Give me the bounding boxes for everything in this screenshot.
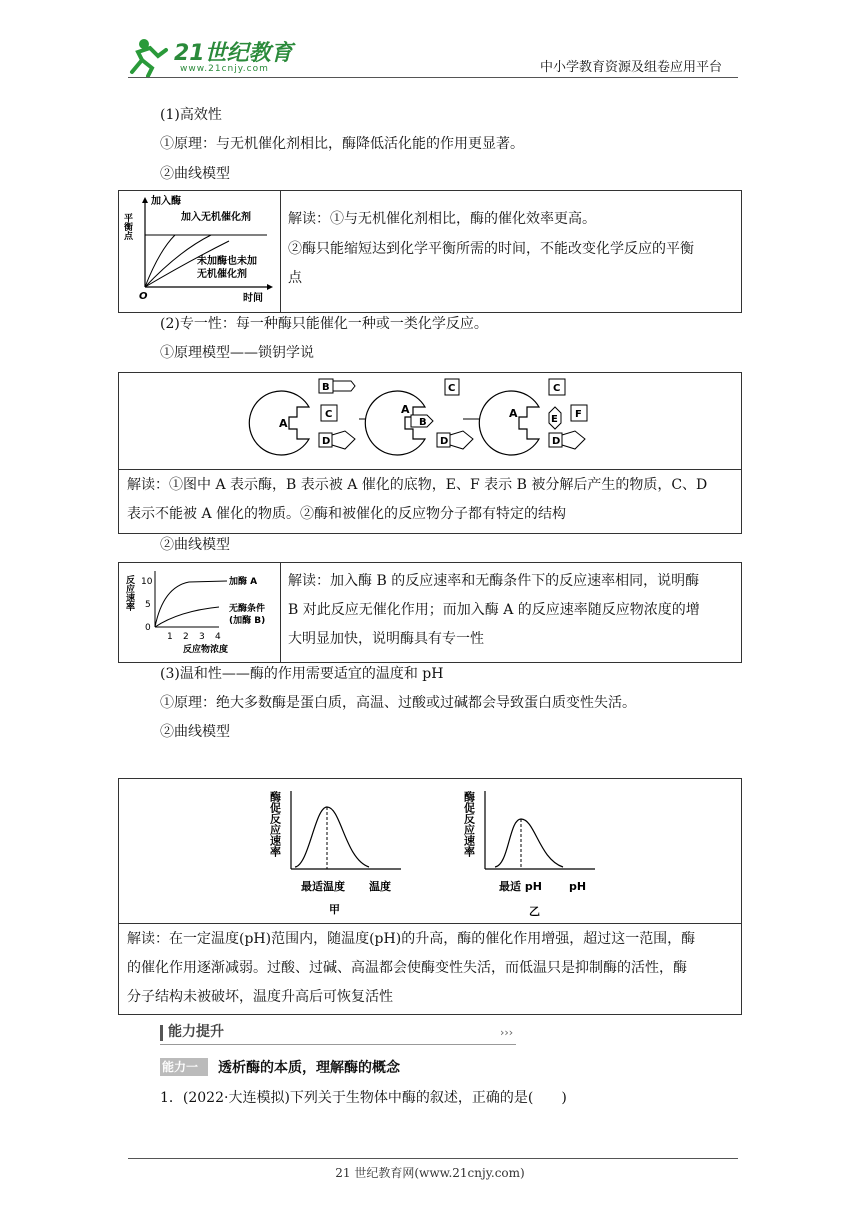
- d1-C: C: [325, 409, 333, 420]
- sec2-table-divider: [280, 563, 281, 662]
- ability-banner: [160, 1022, 516, 1045]
- sec1-interp-2: ②酶只能缩短达到化学平衡所需的时间，不能改变化学反应的平衡: [288, 241, 694, 257]
- ability-heading: 透析酶的本质，理解酶的概念: [218, 1060, 400, 1076]
- sec1-curve3b-label: 无机催化剂: [197, 269, 247, 280]
- sec2-interp2-3: 大明显加快，说明酶具有专一性: [288, 631, 484, 647]
- sec1-xlabel: 时间: [243, 293, 263, 304]
- sec3-curve-title: ②曲线模型: [160, 724, 230, 740]
- sec2-xtick-1: 1: [167, 632, 173, 642]
- d3-A: A: [509, 407, 518, 420]
- chevrons-icon: ›››: [500, 1026, 514, 1039]
- lock-key-diagram: [119, 373, 741, 469]
- sec2-ytick-0: 0: [145, 623, 151, 633]
- sec2-diagram-box: [118, 372, 742, 534]
- sec2-series1: 加酶 A: [229, 577, 258, 587]
- sec2-xtick-3: 3: [199, 632, 205, 642]
- banner-title: 能力提升: [168, 1024, 224, 1040]
- sec2-ytick-10: 10: [141, 577, 153, 587]
- sec1-table-divider: [280, 191, 281, 312]
- sec1-chart: [119, 191, 280, 312]
- sec2-xtick-4: 4: [215, 632, 221, 642]
- logo-text: 21世纪教育: [174, 41, 293, 66]
- sec1-interp-1: 解读：①与无机催化剂相比，酶的催化效率更高。: [288, 211, 596, 227]
- sec2-series2a: 无酶条件: [229, 604, 266, 614]
- d1-A: A: [279, 417, 288, 430]
- ability-tag: [160, 1058, 208, 1076]
- logo: [124, 34, 294, 80]
- banner-bar: [160, 1025, 163, 1041]
- chart1-xopt: 最适温度: [301, 880, 345, 893]
- sec2-model-title: ①原理模型——锁钥学说: [160, 345, 314, 361]
- sec1-title: (1)高效性: [160, 107, 222, 123]
- sec1-curve2-label: 加入无机催化剂: [181, 212, 251, 223]
- sec2-interp2-1: 解读：加入酶 B 的反应速率和无酶条件下的反应速率相同，说明酶: [288, 573, 700, 589]
- sec2-ylabel: 反应速率: [124, 575, 134, 611]
- sec2-interp2-2: B 对此反应无催化作用；而加入酶 A 的反应速率随反应物浓度的增: [288, 602, 700, 618]
- chart1-xlabel: 温度: [369, 880, 391, 893]
- sec2-xtick-2: 2: [183, 632, 189, 642]
- sec2-curve-title: ②曲线模型: [160, 537, 230, 553]
- sec3-principle: ①原理：绝大多数酶是蛋白质，高温、过酸或过碱都会导致蛋白质变性失活。: [160, 695, 636, 711]
- d3-F: F: [575, 409, 582, 420]
- sec2-divider: [119, 469, 741, 470]
- sec1-interp-3: 点: [288, 270, 302, 286]
- chart2-xlabel: pH: [569, 880, 587, 893]
- header-rule: [128, 77, 738, 78]
- header-right-text: 中小学教育资源及组卷应用平台: [540, 60, 723, 75]
- sec3-title: (3)温和性——酶的作用需要适宜的温度和 pH: [160, 666, 444, 682]
- sec2-interp-2: 表示不能被 A 催化的物质。②酶和被催化的反应物分子都有特定的结构: [127, 506, 567, 522]
- sec3-table: [118, 778, 742, 1015]
- chart1-caption: 甲: [329, 903, 340, 916]
- sec2-title: (2)专一性：每一种酶只能催化一种或一类化学反应。: [160, 316, 488, 332]
- d3-E: E: [551, 414, 558, 425]
- d3-D: D: [552, 436, 561, 447]
- sec2-chart: [119, 563, 280, 662]
- sec1-table: [118, 190, 742, 313]
- sec1-origin: O: [139, 291, 148, 302]
- d2-C: C: [448, 383, 456, 394]
- d3-C: C: [553, 383, 561, 394]
- d1-D: D: [322, 436, 331, 447]
- footer-text: 21 世纪教育网(www.21cnjy.com): [335, 1166, 525, 1180]
- d2-A: A: [401, 403, 410, 416]
- question-1: 1．(2022·大连模拟)下列关于生物体中酶的叙述，正确的是( ): [160, 1090, 567, 1106]
- sec1-curve1-label: 加入酶: [151, 196, 181, 207]
- sec2-table: [118, 562, 742, 663]
- sec3-interp-3: 分子结构未被破坏，温度升高后可恢复活性: [127, 989, 393, 1005]
- sec2-series2b: (加酶 B): [229, 616, 266, 626]
- sec3-interp-1: 解读：在一定温度(pH)范围内，随温度(pH)的升高，酶的催化作用增强，超过这一范围，酶: [127, 931, 696, 947]
- chart2-xopt: 最适 pH: [499, 880, 542, 893]
- footer-rule: [128, 1158, 738, 1159]
- d1-B: B: [322, 382, 330, 393]
- sec1-ylabel: 平衡点: [122, 213, 132, 240]
- chart2-ylabel: 酶促反应速率: [462, 791, 476, 857]
- logo-url: www.21cnjy.com: [180, 64, 269, 74]
- sec2-xlabel: 反应物浓度: [183, 645, 229, 655]
- sec2-interp-1: 解读：①图中 A 表示酶，B 表示被 A 催化的底物，E、F 表示 B 被分解后产生的物质，C、D: [127, 477, 708, 493]
- sec3-interp-2: 的催化作用逐渐减弱。过酸、过碱、高温都会使酶变性失活，而低温只是抑制酶的活性，酶: [127, 960, 687, 976]
- d2-B: B: [419, 417, 427, 428]
- chart1-ylabel: 酶促反应速率: [268, 791, 282, 857]
- sec3-charts: [119, 779, 741, 923]
- chart2-caption: 乙: [529, 905, 540, 918]
- sec2-ytick-5: 5: [145, 600, 151, 610]
- sec3-divider: [119, 923, 741, 924]
- ability-tag-text: 能力一: [162, 1060, 199, 1074]
- sec1-curve3a-label: 未加酶也未加: [197, 256, 257, 267]
- sec1-curve-title: ②曲线模型: [160, 166, 230, 182]
- sec1-principle: ①原理：与无机催化剂相比，酶降低活化能的作用更显著。: [160, 136, 524, 152]
- d2-D: D: [440, 436, 449, 447]
